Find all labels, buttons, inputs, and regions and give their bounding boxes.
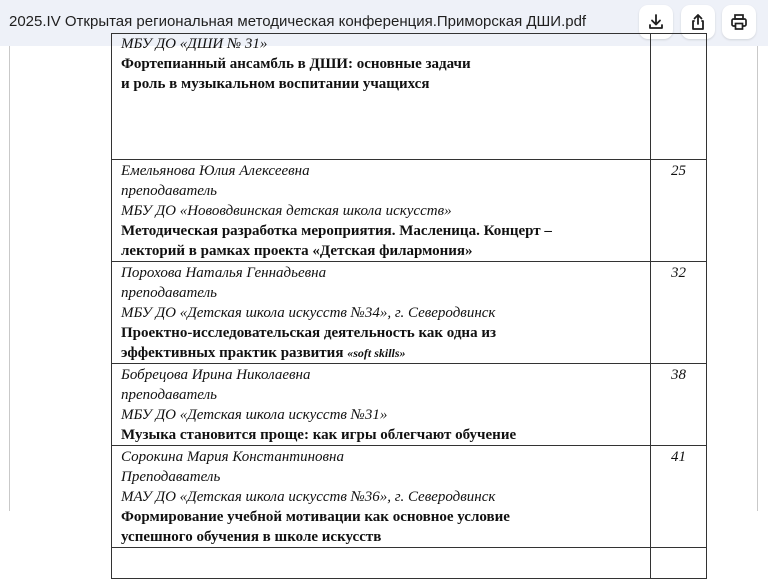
entry-organization: МБУ ДО «Детская школа искусств №31»	[121, 407, 388, 423]
page-right-edge	[757, 46, 758, 511]
entry-organization: МБУ ДО «Детская школа искусств №34», г. Северодвинск	[121, 305, 496, 321]
entry-title-line: успешного обучения в школе искусств	[121, 529, 382, 545]
table-row	[112, 160, 707, 262]
table-row	[112, 446, 707, 548]
entry-position: преподаватель	[121, 183, 217, 199]
document-title: 2025.IV Открытая региональная методическая конференция.Приморская ДШИ.pdf	[9, 13, 587, 30]
page-number: 25	[671, 163, 686, 179]
page-number: 38	[671, 367, 686, 383]
entry-title-line: Методическая разработка мероприятия. Масленица. Концерт –	[121, 223, 552, 239]
page-number-cell	[651, 364, 707, 446]
share-icon	[689, 13, 707, 31]
page-number-cell	[651, 34, 707, 160]
page-number: 41	[671, 449, 686, 465]
table-row	[112, 262, 707, 364]
entry-organization: МАУ ДО «Детская школа искусств №36», г. Северодвинск	[121, 489, 496, 505]
entry-title-line: Фортепианный ансамбль в ДШИ: основные задачи	[121, 56, 471, 72]
page-number-cell	[651, 160, 707, 262]
contents-table	[111, 33, 707, 579]
page-left-edge	[9, 46, 10, 511]
entry-position: Преподаватель	[121, 469, 221, 485]
page-number-cell	[651, 446, 707, 548]
entry-title-suffix: «soft skills»	[347, 346, 406, 360]
entry-cell	[112, 160, 651, 262]
entry-cell	[112, 548, 651, 579]
entry-position: преподаватель	[121, 285, 217, 301]
entry-author: Порохова Наталья Геннадьевна	[121, 265, 327, 281]
entry-author: Емельянова Юлия Алексеевна	[121, 163, 310, 179]
entry-author: Сорокина Мария Константиновна	[121, 449, 344, 465]
table-row	[112, 364, 707, 446]
entry-title-line	[121, 343, 650, 363]
entry-author: Бобрецова Ирина Николаевна	[121, 367, 311, 383]
entry-title-line: лекторий в рамках проекта «Детская филармония»	[121, 243, 473, 259]
entry-cell	[112, 262, 651, 364]
page-number-cell	[651, 262, 707, 364]
entry-cell	[112, 364, 651, 446]
entry-position: преподаватель	[121, 387, 217, 403]
entry-cell	[112, 446, 651, 548]
page-number-cell	[651, 548, 707, 579]
entry-organization: МБУ ДО «ДШИ № 31»	[121, 36, 268, 52]
entry-title-line: Музыка становится проще: как игры облегчают обучение	[121, 427, 517, 443]
print-button[interactable]	[722, 5, 756, 39]
entry-title-text: эффективных практик развития	[121, 345, 344, 361]
entry-title-line: Проектно-исследовательская деятельность как одна из	[121, 325, 496, 341]
page-number: 32	[671, 265, 686, 281]
download-icon	[647, 13, 665, 31]
entry-title-line: Формирование учебной мотивации как основное условие	[121, 509, 510, 525]
entry-title-line: и роль в музыкальном воспитании учащихся	[121, 76, 430, 92]
entry-organization: МБУ ДО «Нововдвинская детская школа искусств»	[121, 203, 452, 219]
pdf-viewer[interactable]	[0, 36, 768, 545]
print-icon	[730, 13, 748, 31]
entry-cell	[112, 34, 651, 160]
table-row	[112, 34, 707, 160]
table-row	[112, 548, 707, 579]
